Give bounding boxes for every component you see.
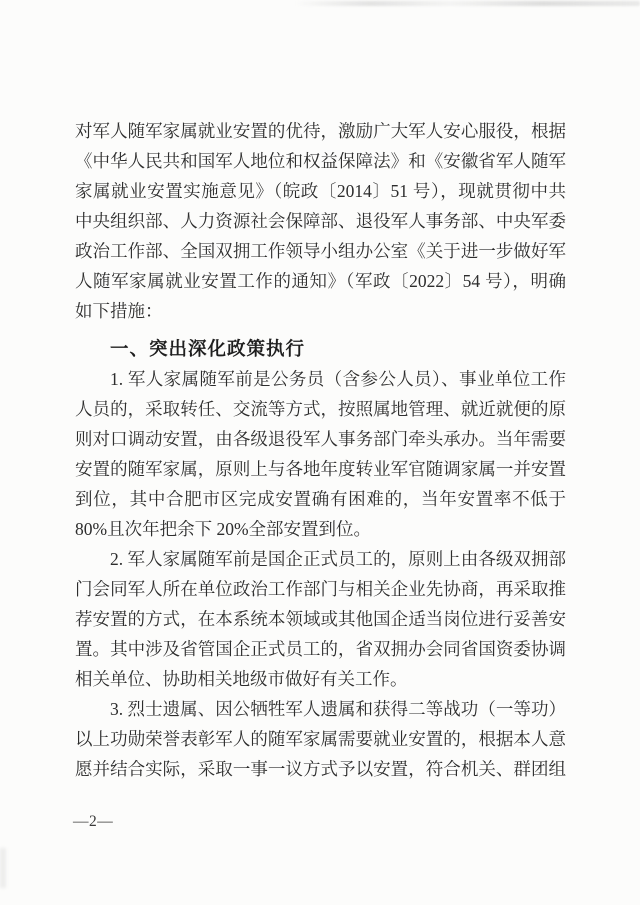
page-number: —2—	[73, 813, 114, 830]
text-line: 置。其中涉及省管国企正式员工的，省双拥办会同省国资委协调	[75, 639, 566, 659]
document-content	[75, 116, 566, 784]
text-line: 人随军家属就业安置工作的通知》（军政〔2022〕54 号），明确	[75, 271, 566, 291]
text-line: 家属就业安置实施意见》（皖政〔2014〕51 号），现就贯彻中共	[75, 181, 566, 201]
paragraph	[75, 116, 566, 326]
scan-artifact-top	[295, 1, 640, 6]
section-heading	[75, 334, 566, 364]
scan-artifact-left	[0, 848, 6, 888]
paragraph	[75, 694, 566, 784]
paragraph	[75, 364, 566, 544]
text-line: 对军人随军家属就业安置的优待，激励广大军人安心服役，根据	[75, 121, 566, 141]
text-line: 一、突出深化政策执行	[110, 338, 306, 359]
text-line: 1. 军人家属随军前是公务员（含参公人员）、事业单位工作	[110, 369, 566, 389]
text-line: 人员的，采取转任、交流等方式，按照属地管理、就近就便的原	[75, 399, 566, 419]
text-line: 如下措施：	[75, 301, 163, 321]
text-line: 80%且次年把余下 20%全部安置到位。	[75, 519, 372, 539]
text-line: 愿并结合实际，采取一事一议方式予以安置，符合机关、群团组	[75, 759, 566, 779]
text-line: 中央组织部、人力资源社会保障部、退役军人事务部、中央军委	[75, 211, 566, 231]
text-line: 荐安置的方式，在本系统本领域或其他国企适当岗位进行妥善安	[75, 609, 566, 629]
text-line: 门会同军人所在单位政治工作部门与相关企业先协商，再采取推	[75, 579, 566, 599]
text-line: 2. 军人家属随军前是国企正式员工的，原则上由各级双拥部	[110, 549, 566, 569]
text-line: 3. 烈士遗属、因公牺牲军人遗属和获得二等战功（一等功）	[110, 699, 566, 719]
text-line: 《中华人民共和国军人地位和权益保障法》和《安徽省军人随军	[75, 151, 566, 171]
paragraph	[75, 544, 566, 694]
text-line: 相关单位、协助相关地级市做好有关工作。	[75, 669, 408, 689]
text-line: 政治工作部、全国双拥工作领导小组办公室《关于进一步做好军	[75, 241, 566, 261]
text-line: 则对口调动安置，由各级退役军人事务部门牵头承办。当年需要	[75, 429, 566, 449]
text-line: 以上功勋荣誉表彰军人的随军家属需要就业安置的，根据本人意	[75, 729, 566, 749]
text-line: 到位，其中合肥市区完成安置确有困难的，当年安置率不低于	[75, 489, 566, 509]
text-line: 安置的随军家属，原则上与各地年度转业军官随调家属一并安置	[75, 459, 566, 479]
